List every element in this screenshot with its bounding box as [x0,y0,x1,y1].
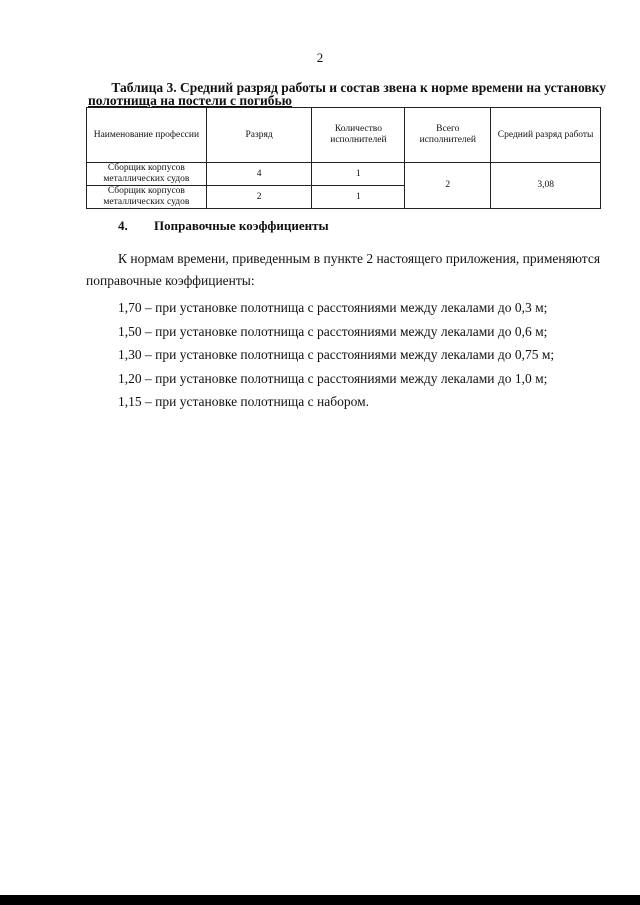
section-intro [86,248,601,292]
cell-avg-grade: 3,08 [491,163,601,209]
table-caption [88,81,606,107]
table-caption-line1: Таблица 3. Средний разряд работы и состав звена к норме времени на установку [111,80,606,95]
list-item: 1,30 – при установке полотнища с расстояниями между лекалами до 0,75 м; [118,347,555,362]
list-item: 1,50 – при установке полотнища с расстояниями между лекалами до 0,6 м; [118,323,548,339]
crew-composition-table [86,107,601,209]
header-count: Количество исполнителей [312,108,405,163]
table-row [87,163,601,186]
cell-profession: Сборщик корпусов металлических судов [87,163,207,186]
header-avg-grade: Средний разряд работы [491,108,601,163]
list-item: 1,20 – при установке полотнища с расстояниями между лекалами до 1,0 м; [118,370,548,386]
intro-line2: поправочные коэффициенты: [86,273,255,288]
cell-grade: 4 [206,163,312,186]
header-grade: Разряд [206,108,312,163]
section-number: 4. [118,218,128,233]
table-header-row [87,108,601,163]
header-profession: Наименование профессии [87,108,207,163]
intro-line1: К нормам времени, приведенным в пункте 2 настоящего приложения, применяются [118,251,601,266]
list-item: 1,70 – при установке полотнища с расстояниями между лекалами до 0,3 м; [118,300,548,315]
section-heading [118,218,329,234]
cell-total: 2 [405,163,491,209]
page-number: 2 [316,50,324,65]
table-caption-line2: полотнища на постели с погибью [88,93,292,108]
coefficient-list [118,296,554,414]
header-total: Всего исполнителей [405,108,491,163]
cell-count: 1 [312,163,405,186]
cell-grade: 2 [206,186,312,209]
list-item: 1,15 – при установке полотнища с набором. [118,394,370,409]
cell-profession: Сборщик корпусов металлических судов [87,186,207,209]
section-title: Поправочные коэффициенты [154,218,329,233]
scan-edge-bar [0,895,640,905]
cell-count: 1 [312,186,405,209]
